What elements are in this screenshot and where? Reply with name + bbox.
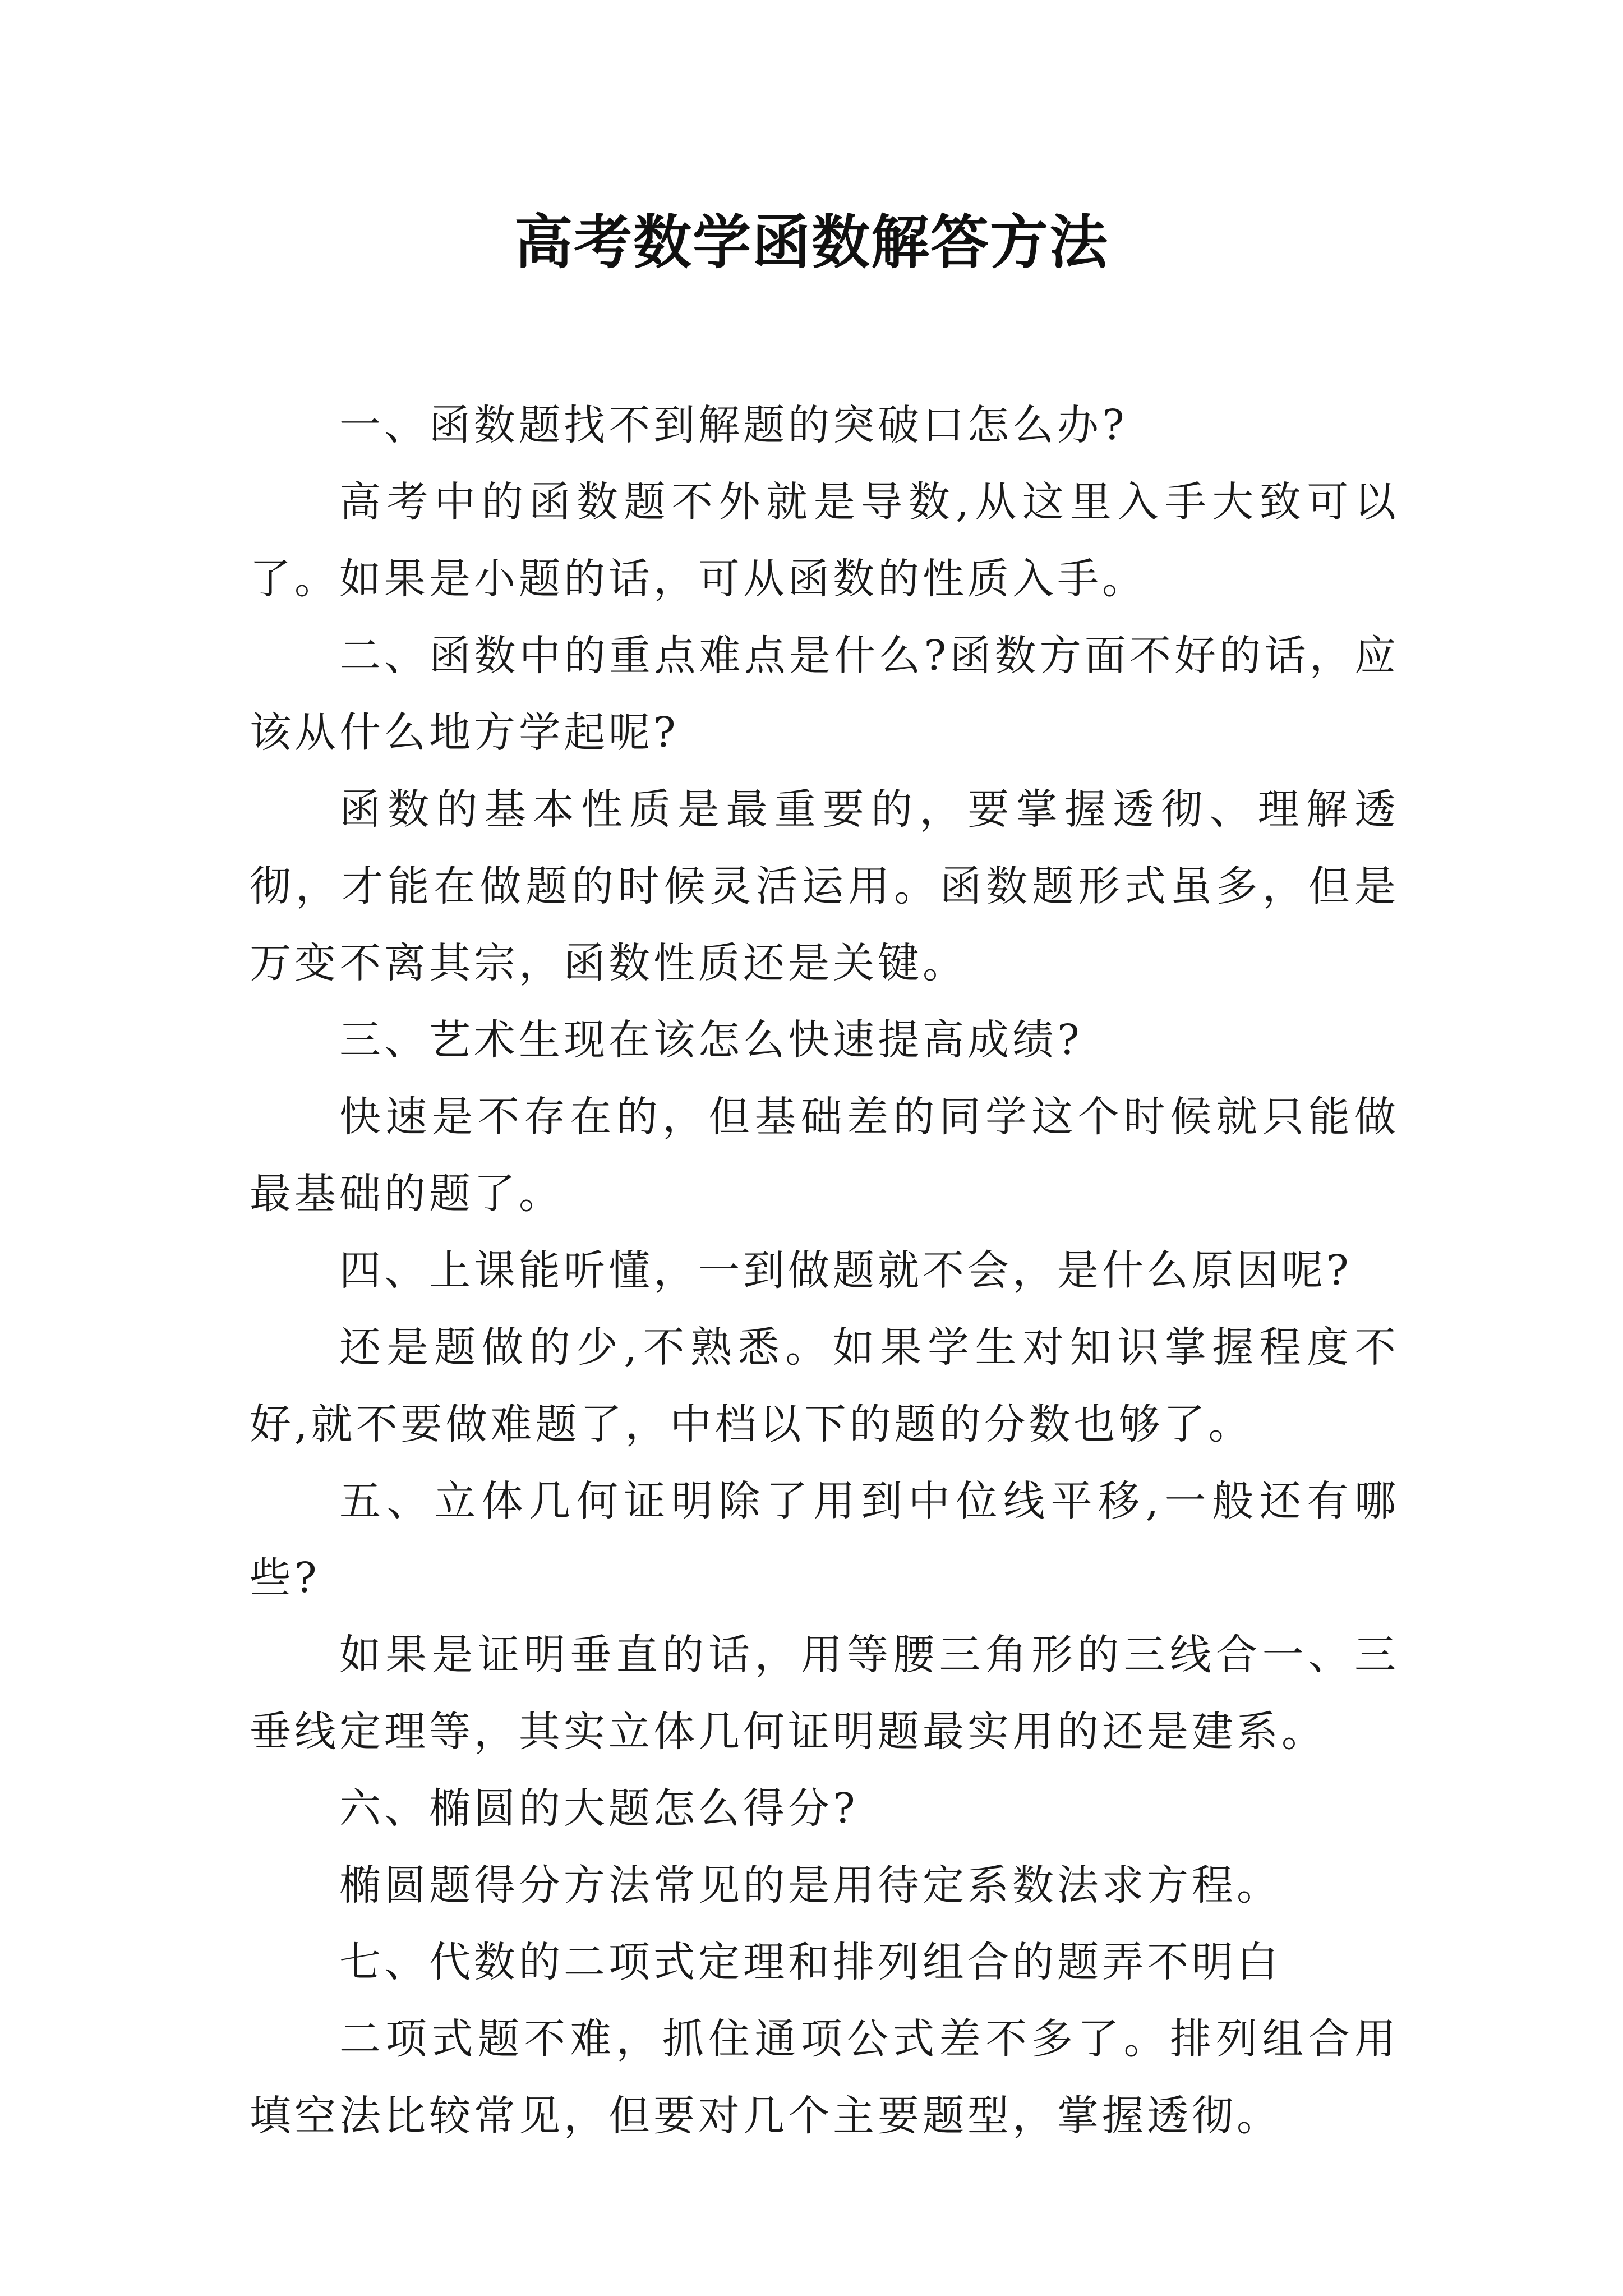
question-1: 一、函数题找不到解题的突破口怎么办? [339,401,1128,449]
question-3: 三、艺术生现在该怎么快速提高成绩? [339,1016,1083,1064]
answer-3: 快速是不存在的，但基础差的同学这个时候就只能做最基础的题了。 [250,1093,1399,1218]
answer-5: 如果是证明垂直的话，用等腰三角形的三线合一、三垂线定理等，其实立体几何证明题最实用的还是建系。 [250,1631,1399,1756]
question-4: 四、上课能听懂，一到做题就不会，是什么原因呢? [339,1246,1352,1295]
answer-1: 高考中的函数题不外就是导数,从这里入手大致可以了。如果是小题的话，可从函数的性质入手。 [250,478,1399,603]
question-5: 五、立体几何证明除了用到中位线平移,一般还有哪些? [250,1477,1399,1602]
answer-6: 椭圆题得分方法常见的是用待定系数法求方程。 [339,1861,1281,1910]
question-2: 二、函数中的重点难点是什么?函数方面不好的话，应该从什么地方学起呢? [250,632,1399,757]
answer-7: 二项式题不难，抓住通项公式差不多了。排列组合用填空法比较常见，但要对几个主要题型，掌握透彻。 [250,2015,1399,2140]
question-6: 六、椭圆的大题怎么得分? [339,1784,859,1833]
answer-2: 函数的基本性质是最重要的，要掌握透彻、理解透彻，才能在做题的时候灵活运用。函数题形式虽多，但是万变不离其宗，函数性质还是关键。 [250,785,1399,987]
document-body [250,387,1399,2155]
document-title: 高考数学函数解答方法 [514,208,1109,277]
answer-4: 还是题做的少,不熟悉。如果学生对知识掌握程度不好,就不要做难题了，中档以下的题的分数也够了。 [250,1323,1399,1448]
question-7: 七、代数的二项式定理和排列组合的题弄不明白 [339,1938,1281,1986]
